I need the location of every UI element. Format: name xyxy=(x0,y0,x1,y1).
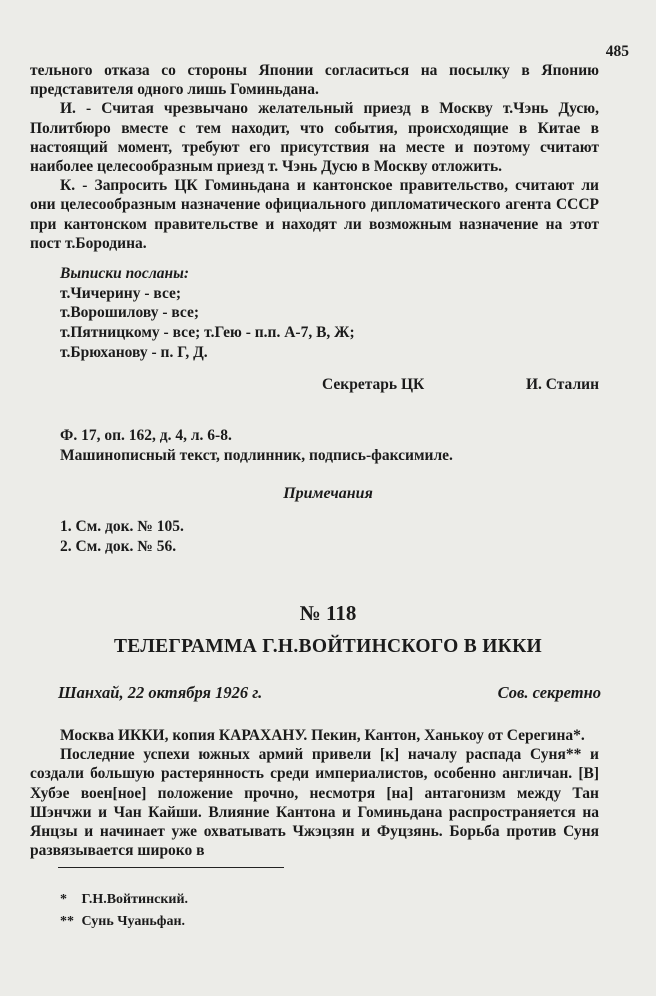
footnotes xyxy=(60,889,188,933)
telegram-paragraph: Последние успехи южных армий привели [к] началу распада Суня** и создали большую растерянность среди империалистов, особенно англичан. [В] Хубэе воен[ное] положение прочно, несмотря [на] антагонизм между Тан Шэнчжи и Чан Кайши. Влияние Кантона и Гоминьдана распространяется на Янцзы и начинает уже охватывать Чжэцзян и Фуцзянь. Борьба против Суня развязывается широко в xyxy=(30,746,599,860)
footnote-text: Г.Н.Войтинский. xyxy=(81,892,189,907)
document-number: № 118 xyxy=(299,601,357,625)
archive-description: Машинописный текст, подлинник, подпись-факсимиле. xyxy=(60,446,453,464)
extracts-title: Выписки посланы: xyxy=(60,265,190,282)
telegram-paragraph: Москва ИККИ, копия КАРАХАНУ. Пекин, Кантон, Ханькоу от Серегина*. xyxy=(60,727,585,744)
notes-list xyxy=(60,517,184,557)
archive-reference: Ф. 17, оп. 162, д. 4, л. 6-8. xyxy=(60,427,232,444)
extract-recipient: т.Брюханову - п. Г, Д. xyxy=(60,343,208,361)
notes-title: Примечания xyxy=(283,485,373,502)
archive-reference-block xyxy=(60,426,453,465)
page-number: 485 xyxy=(605,43,629,60)
extracts-sent-list xyxy=(60,264,355,363)
note-item: 2. См. док. № 56. xyxy=(60,538,177,555)
document-dateline: Шанхай, 22 октября 1926 г. xyxy=(58,683,263,702)
footnote-text: Сунь Чуаньфан. xyxy=(81,914,186,929)
extract-recipient: т.Ворошилову - все; xyxy=(60,304,200,322)
telegram-text xyxy=(30,726,599,860)
footnote-item xyxy=(60,889,188,911)
footnote-mark: ** xyxy=(60,914,74,929)
signature-role: Секретарь ЦК xyxy=(322,376,425,393)
signature-name: И. Сталин xyxy=(525,376,599,393)
footnote-item xyxy=(60,911,188,933)
decision-paragraph: К. - Запросить ЦК Гоминьдана и кантонское правительство, считают ли они целесообразным назначение официального дипломатического агента СССР при кантонском правительстве и находят ли возможным назначение на этот пост т.Бородина. xyxy=(30,177,599,252)
decision-paragraph: тельного отказа со стороны Японии согласиться на посылку в Японию представителя одного лишь Гоминьдана. xyxy=(30,62,599,99)
footnote-divider xyxy=(58,867,284,868)
footnote-mark: * xyxy=(60,892,67,907)
decision-text xyxy=(30,61,599,253)
classification-mark: Сов. секретно xyxy=(497,683,601,702)
extract-recipient: т.Пятницкому - все; т.Гею - п.п. А-7, В, Ж; xyxy=(60,324,355,342)
extract-recipient: т.Чичерину - все; xyxy=(60,284,182,302)
note-item: 1. См. док. № 105. xyxy=(60,518,184,535)
decision-paragraph: И. - Считая чрезвычано желательный приезд в Москву т.Чэнь Дусю, Политбюро вместе с тем находит, что события, происходящие в Китае в настоящий момент, требуют его присутствия на месте и поэтому считают наиболее целесообразным приезд т. Чэнь Дусю в Москву отложить. xyxy=(30,100,599,176)
document-title: ТЕЛЕГРАММА Г.Н.ВОЙТИНСКОГО В ИККИ xyxy=(113,636,543,657)
